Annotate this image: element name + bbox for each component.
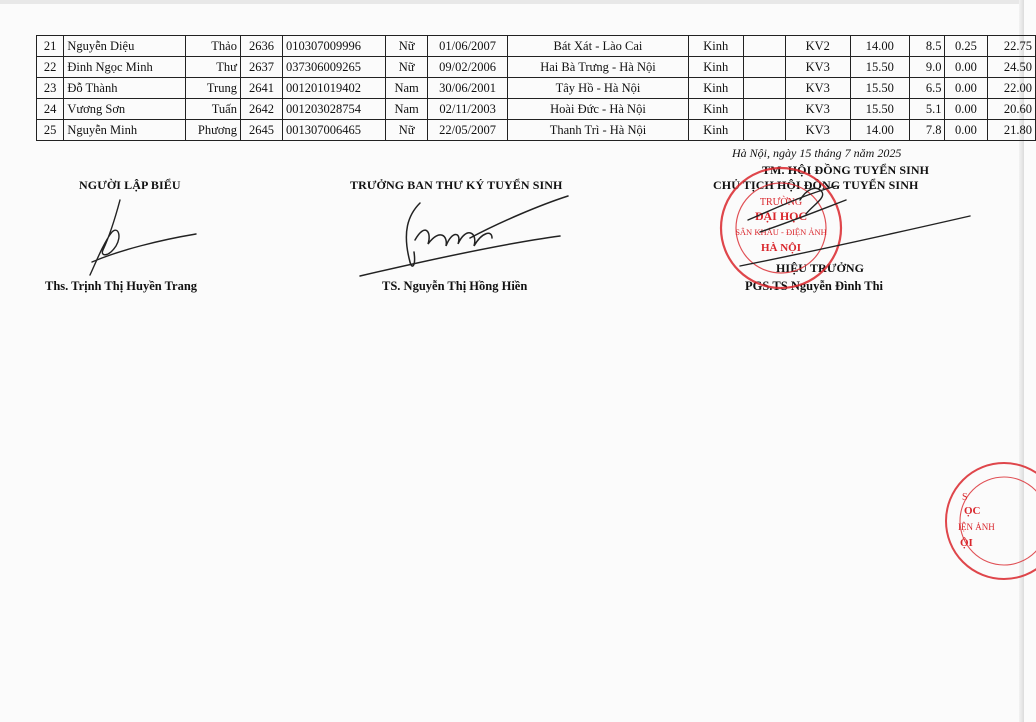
bonus-score-cell: 0.00	[945, 99, 987, 120]
total-score-cell: 21.80	[987, 120, 1035, 141]
birthplace-cell: Bát Xát - Lào Cai	[508, 36, 689, 57]
total-score-cell: 22.00	[987, 78, 1035, 99]
id-number-cell: 001201019402	[283, 78, 386, 99]
surname-cell: Nguyễn Diệu	[64, 36, 186, 57]
bonus-score-cell: 0.25	[945, 36, 987, 57]
region-cell: KV3	[785, 78, 850, 99]
row-number: 23	[37, 78, 64, 99]
score-1-cell: 14.00	[850, 120, 909, 141]
row-number: 25	[37, 120, 64, 141]
id-number-cell: 010307009996	[283, 36, 386, 57]
stamp-text-2: ĐẠI HỌC	[754, 209, 808, 223]
secretary-title: TRƯỞNG BAN THƯ KÝ TUYỂN SINH	[350, 178, 563, 192]
council-stamp	[721, 168, 841, 288]
bonus-score-cell: 0.00	[945, 78, 987, 99]
council-title: TM. HỘI ĐỒNG TUYỂN SINH	[762, 163, 930, 177]
gender-cell: Nam	[386, 78, 428, 99]
candidate-number-cell: 2637	[240, 57, 282, 78]
gender-cell: Nữ	[386, 120, 428, 141]
score-2-cell: 9.0	[909, 57, 945, 78]
row-number: 24	[37, 99, 64, 120]
edge-stamp	[946, 463, 1036, 579]
given-name-cell: Tuấn	[186, 99, 241, 120]
chairman-title: CHỦ TỊCH HỘI ĐỒNG TUYỂN SINH	[713, 178, 919, 192]
row-number: 21	[37, 36, 64, 57]
secretary-name: TS. Nguyễn Thị Hồng Hiền	[382, 279, 528, 293]
surname-cell: Nguyễn Minh	[64, 120, 186, 141]
preparer-name: Ths. Trịnh Thị Huyền Trang	[45, 279, 198, 293]
birthdate-cell: 30/06/2001	[428, 78, 508, 99]
surname-cell: Đỗ Thành	[64, 78, 186, 99]
ethnicity-cell: Kinh	[688, 120, 743, 141]
gender-cell: Nữ	[386, 36, 428, 57]
score-1-cell: 15.50	[850, 78, 909, 99]
surname-cell: Đinh Ngọc Minh	[64, 57, 186, 78]
given-name-cell: Trung	[186, 78, 241, 99]
birthplace-cell: Thanh Trì - Hà Nội	[508, 120, 689, 141]
ethnicity-cell: Kinh	[688, 36, 743, 57]
score-2-cell: 6.5	[909, 78, 945, 99]
secretary-signature	[360, 196, 568, 276]
given-name-cell: Thảo	[186, 36, 241, 57]
bonus-score-cell: 0.00	[945, 120, 987, 141]
surname-cell: Vương Sơn	[64, 99, 186, 120]
birthdate-cell: 22/05/2007	[428, 120, 508, 141]
id-number-cell: 001203028754	[283, 99, 386, 120]
candidate-number-cell: 2641	[240, 78, 282, 99]
score-2-cell: 7.8	[909, 120, 945, 141]
preparer-title: NGƯỜI LẬP BIỂU	[79, 178, 181, 192]
candidate-number-cell: 2642	[240, 99, 282, 120]
ethnicity-cell: Kinh	[688, 78, 743, 99]
score-2-cell: 5.1	[909, 99, 945, 120]
region-cell: KV2	[785, 36, 850, 57]
stamp-text-1: TRƯỜNG	[759, 197, 803, 208]
birthdate-cell: 01/06/2007	[428, 36, 508, 57]
score-1-cell: 15.50	[850, 99, 909, 120]
ethnicity-cell: Kinh	[688, 57, 743, 78]
edge-stamp-text-2: ỌC	[964, 505, 981, 517]
region-cell: KV3	[785, 57, 850, 78]
date-line: Hà Nội, ngày 15 tháng 7 năm 2025	[732, 146, 902, 160]
gender-cell: Nữ	[386, 57, 428, 78]
total-score-cell: 22.75	[987, 36, 1035, 57]
row-number: 22	[37, 57, 64, 78]
gender-cell: Nam	[386, 99, 428, 120]
preparer-signature	[90, 200, 196, 275]
birthdate-cell: 02/11/2003	[428, 99, 508, 120]
id-number-cell: 001307006465	[283, 120, 386, 141]
candidate-number-cell: 2636	[240, 36, 282, 57]
total-score-cell: 20.60	[987, 99, 1035, 120]
ethnicity-cell: Kinh	[688, 99, 743, 120]
principal-title: HIỆU TRƯỞNG	[776, 261, 865, 275]
edge-stamp-text-1: S	[962, 492, 968, 503]
total-score-cell: 24.50	[987, 57, 1035, 78]
score-1-cell: 14.00	[850, 36, 909, 57]
score-2-cell: 8.5	[909, 36, 945, 57]
birthplace-cell: Hoài Đức - Hà Nội	[508, 99, 689, 120]
bonus-score-cell: 0.00	[945, 57, 987, 78]
edge-stamp-text-4: ỘI	[960, 537, 973, 549]
region-cell: KV3	[785, 99, 850, 120]
region-cell: KV3	[785, 120, 850, 141]
given-name-cell: Phương	[186, 120, 241, 141]
candidate-number-cell: 2645	[240, 120, 282, 141]
stamp-text-4: HÀ NỘI	[760, 242, 802, 254]
principal-name: PGS.TS Nguyễn Đình Thi	[745, 279, 884, 293]
score-1-cell: 15.50	[850, 57, 909, 78]
edge-stamp-text-3: IỆN ẢNH	[958, 522, 995, 532]
birthplace-cell: Tây Hồ - Hà Nội	[508, 78, 689, 99]
birthplace-cell: Hai Bà Trưng - Hà Nội	[508, 57, 689, 78]
id-number-cell: 037306009265	[283, 57, 386, 78]
birthdate-cell: 09/02/2006	[428, 57, 508, 78]
given-name-cell: Thư	[186, 57, 241, 78]
stamp-text-3: SÂN KHẤU - ĐIỆN ẢNH	[735, 227, 827, 237]
